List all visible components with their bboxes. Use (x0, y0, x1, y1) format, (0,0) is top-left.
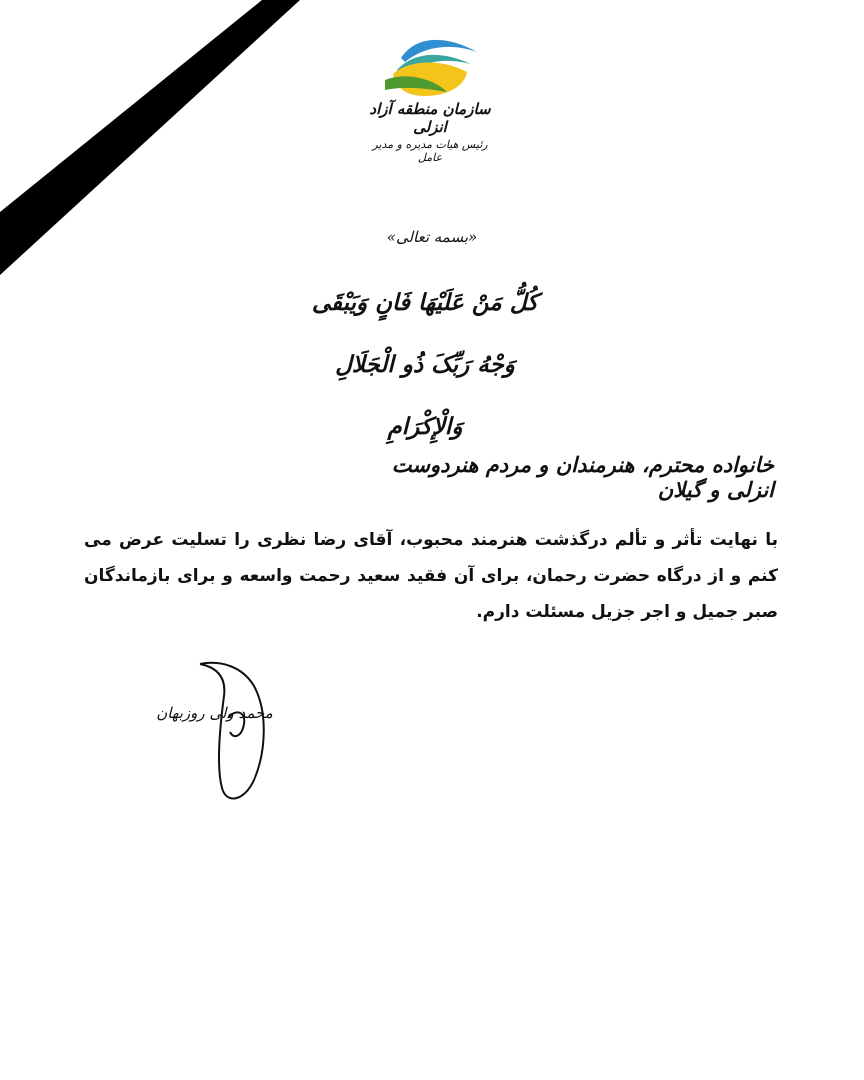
invocation: «بسمه تعالی» (386, 228, 478, 246)
signer-name: محمد ولی روزبهان (156, 704, 273, 722)
mourning-ribbon (0, 0, 320, 290)
handwritten-signature (150, 656, 290, 806)
letter-addressee: خانواده محترم، هنرمندان و مردم هنردوست انزلی و گیلان (391, 452, 774, 502)
organization-name: سازمان منطقه آزاد انزلی (369, 100, 491, 136)
organization-logo-icon (375, 30, 485, 98)
quran-verse-calligraphy: کُلُّ مَنْ عَلَیْهَا فَانٍ وَیَبْقَی وَجْهُ رَبِّکَ ذُو الْجَلَالِ وَالْإِکْرَامِ (311, 289, 539, 440)
position-title: رئیس هیات مدیره و مدیر عامل (372, 138, 488, 164)
organization-header (360, 30, 500, 164)
letter-body: با نهایت تأثر و تألم درگذشت هنرمند محبوب، آقای رضا نظری را تسلیت عرض می کنم و از درگاه حضرت رحمان، برای آن فقید سعید رحمت واسعه و برای بازماندگان صبر جمیل و اجر جزیل مسئلت دارم. (84, 530, 778, 622)
